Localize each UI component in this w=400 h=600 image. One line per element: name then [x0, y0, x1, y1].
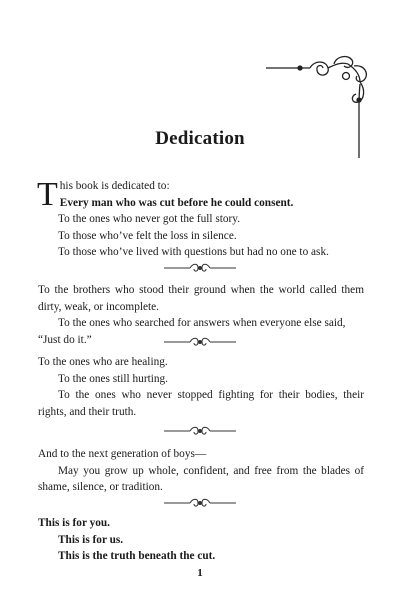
page-title: Dedication: [155, 128, 245, 149]
closing-line-1: This is for you.: [38, 517, 110, 529]
drop-cap: T: [37, 176, 58, 213]
section-3-line-2: To the ones still hurting.: [58, 372, 168, 385]
section-divider: [0, 262, 400, 274]
page-number: 1: [197, 567, 203, 579]
section-3-paragraph: To the ones who never stopped fighting for their bodies, their rights, and their truth.: [38, 389, 364, 418]
intro-line: To those who’ve felt the loss in silence.: [58, 229, 237, 242]
closing-line-2: This is for us.: [58, 533, 124, 546]
section-divider: [0, 336, 400, 348]
section-divider: [0, 497, 400, 509]
dedication-section-3: [38, 354, 364, 420]
closing-line-3: This is the truth beneath the cut.: [58, 550, 216, 562]
section-2-paragraph-2: To the ones who searched for answers when everyone else said, “Just do it.”: [38, 317, 346, 346]
section-3-line-1: To the ones who are healing.: [38, 356, 168, 368]
intro-line: To those who’ve lived with questions but had no one to ask.: [58, 246, 329, 258]
intro-line: To the ones who never got the full story.: [58, 213, 241, 225]
section-2-paragraph-1: To the brothers who stood their ground when the world called them dirty, weak, or incomplete.: [38, 284, 364, 313]
dedication-intro: [38, 178, 364, 261]
dedication-section-4: [38, 446, 364, 496]
section-4-paragraph: May you grow up whole, confident, and free from the blades of shame, silence, or tradition.: [38, 464, 364, 493]
intro-bold-line: Every man who was cut before he could consent.: [59, 196, 294, 209]
closing-block: [38, 515, 364, 565]
section-4-line-1: And to the next generation of boys—: [38, 448, 207, 460]
section-divider: [0, 425, 400, 437]
intro-first-line: This book is dedicated to:: [37, 176, 170, 213]
